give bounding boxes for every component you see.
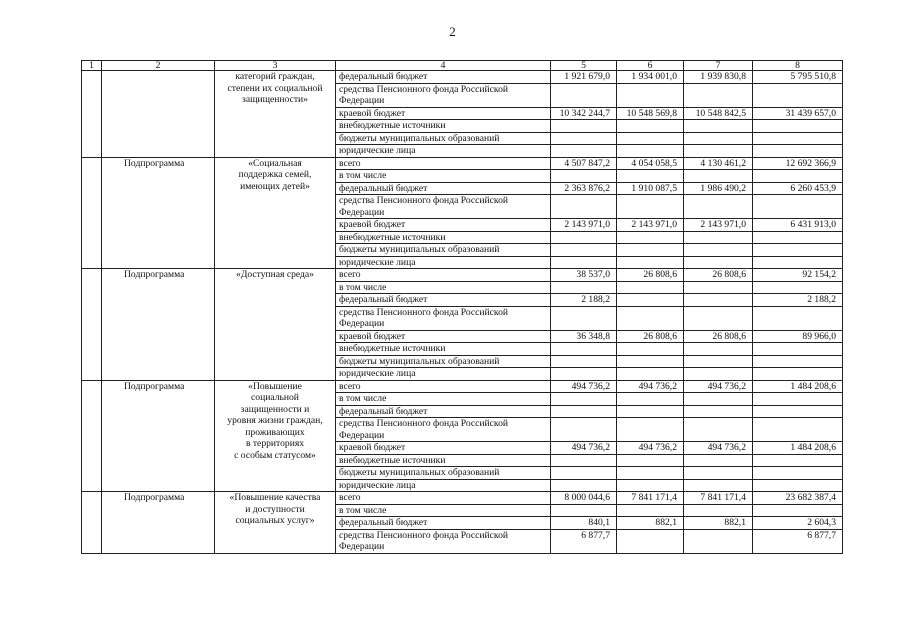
- amount-v5: 6 877,7: [551, 529, 617, 553]
- amount-v6: [617, 244, 684, 257]
- amount-v7: [684, 529, 753, 553]
- amount-v8: 1 484 208,6: [753, 442, 843, 455]
- amount-v8: [753, 281, 843, 294]
- subprogram-kind: Подпрограмма: [102, 492, 215, 554]
- table-row: [82, 157, 843, 170]
- amount-v5: 494 736,2: [551, 380, 617, 393]
- subprogram-name: «Повышение качества и доступности социальных услуг»: [215, 492, 336, 554]
- amount-v5: [551, 454, 617, 467]
- amount-v5: 10 342 244,7: [551, 107, 617, 120]
- amount-v7: [684, 195, 753, 219]
- amount-v6: [617, 256, 684, 269]
- amount-v5: 1 921 679,0: [551, 71, 617, 84]
- header-row: [82, 61, 843, 71]
- amount-v8: [753, 145, 843, 158]
- amount-v8: 12 692 366,9: [753, 157, 843, 170]
- amount-v6: [617, 343, 684, 356]
- amount-v5: [551, 170, 617, 183]
- amount-v8: [753, 368, 843, 381]
- amount-v5: 2 143 971,0: [551, 219, 617, 232]
- subprogram-name: «Социальная поддержка семей, имеющих детей»: [215, 157, 336, 269]
- amount-v7: [684, 231, 753, 244]
- amount-v5: 494 736,2: [551, 442, 617, 455]
- amount-v8: [753, 355, 843, 368]
- amount-v7: 2 143 971,0: [684, 219, 753, 232]
- column-header: 1: [82, 61, 102, 71]
- funding-source: юридические лица: [336, 368, 551, 381]
- amount-v5: [551, 256, 617, 269]
- amount-v6: [617, 120, 684, 133]
- amount-v6: [617, 418, 684, 442]
- funding-source: краевой бюджет: [336, 219, 551, 232]
- amount-v7: 26 808,6: [684, 330, 753, 343]
- amount-v6: [617, 195, 684, 219]
- column-header: 5: [551, 61, 617, 71]
- amount-v6: [617, 145, 684, 158]
- funding-source: юридические лица: [336, 145, 551, 158]
- amount-v8: [753, 479, 843, 492]
- amount-v8: [753, 343, 843, 356]
- amount-v6: [617, 306, 684, 330]
- amount-v8: 5 795 510,8: [753, 71, 843, 84]
- amount-v6: [617, 170, 684, 183]
- amount-v5: [551, 83, 617, 107]
- amount-v8: [753, 256, 843, 269]
- funding-source: федеральный бюджет: [336, 71, 551, 84]
- amount-v8: [753, 83, 843, 107]
- amount-v8: [753, 231, 843, 244]
- table-row: [82, 269, 843, 282]
- subprogram-kind: Подпрограмма: [102, 380, 215, 492]
- table-row: [82, 380, 843, 393]
- funding-source: федеральный бюджет: [336, 294, 551, 307]
- amount-v6: [617, 355, 684, 368]
- table-row: [82, 71, 843, 84]
- amount-v8: 6 260 453,9: [753, 182, 843, 195]
- subprogram-name: «Повышение социальной защищенности и уровня жизни граждан, проживающих в территориях с особым статусом»: [215, 380, 336, 492]
- amount-v7: [684, 418, 753, 442]
- amount-v7: [684, 368, 753, 381]
- row-index-cell: [82, 492, 102, 554]
- amount-v7: 4 130 461,2: [684, 157, 753, 170]
- row-index-cell: [82, 380, 102, 492]
- amount-v8: 2 188,2: [753, 294, 843, 307]
- amount-v5: 2 188,2: [551, 294, 617, 307]
- funding-source: федеральный бюджет: [336, 517, 551, 530]
- funding-source: в том числе: [336, 393, 551, 406]
- amount-v7: [684, 145, 753, 158]
- row-index-cell: [82, 157, 102, 269]
- amount-v6: [617, 83, 684, 107]
- amount-v7: [684, 405, 753, 418]
- amount-v5: 36 348,8: [551, 330, 617, 343]
- amount-v5: [551, 306, 617, 330]
- subprogram-kind: [102, 71, 215, 158]
- amount-v5: [551, 467, 617, 480]
- table-row: [82, 492, 843, 505]
- amount-v7: [684, 281, 753, 294]
- amount-v5: [551, 145, 617, 158]
- amount-v5: [551, 504, 617, 517]
- amount-v5: [551, 281, 617, 294]
- amount-v5: 4 507 847,2: [551, 157, 617, 170]
- funding-source: юридические лица: [336, 256, 551, 269]
- amount-v7: [684, 294, 753, 307]
- column-header: 4: [336, 61, 551, 71]
- amount-v7: 7 841 171,4: [684, 492, 753, 505]
- amount-v6: 7 841 171,4: [617, 492, 684, 505]
- amount-v5: 8 000 044,6: [551, 492, 617, 505]
- amount-v7: [684, 170, 753, 183]
- column-header: 8: [753, 61, 843, 71]
- amount-v5: [551, 343, 617, 356]
- amount-v5: [551, 405, 617, 418]
- funding-source: средства Пенсионного фонда Российской Федерации: [336, 529, 551, 553]
- amount-v7: [684, 479, 753, 492]
- row-index-cell: [82, 71, 102, 158]
- amount-v6: 26 808,6: [617, 269, 684, 282]
- amount-v6: 1 934 001,0: [617, 71, 684, 84]
- funding-source: всего: [336, 492, 551, 505]
- table-body: [82, 61, 843, 554]
- amount-v5: [551, 195, 617, 219]
- funding-source: внебюджетные источники: [336, 454, 551, 467]
- amount-v6: [617, 393, 684, 406]
- funding-source: всего: [336, 157, 551, 170]
- amount-v8: [753, 170, 843, 183]
- amount-v8: [753, 195, 843, 219]
- amount-v5: [551, 231, 617, 244]
- subprogram-name: «Доступная среда»: [215, 269, 336, 381]
- funding-source: средства Пенсионного фонда Российской Федерации: [336, 418, 551, 442]
- amount-v6: [617, 368, 684, 381]
- funding-source: бюджеты муниципальных образований: [336, 467, 551, 480]
- amount-v8: [753, 120, 843, 133]
- amount-v7: 10 548 842,5: [684, 107, 753, 120]
- subprogram-kind: Подпрограмма: [102, 157, 215, 269]
- amount-v6: [617, 454, 684, 467]
- amount-v8: 2 604,3: [753, 517, 843, 530]
- amount-v6: 10 548 569,8: [617, 107, 684, 120]
- amount-v6: 494 736,2: [617, 380, 684, 393]
- amount-v5: 2 363 876,2: [551, 182, 617, 195]
- funding-source: федеральный бюджет: [336, 405, 551, 418]
- funding-source: средства Пенсионного фонда Российской Федерации: [336, 306, 551, 330]
- funding-source: всего: [336, 269, 551, 282]
- amount-v7: [684, 120, 753, 133]
- funding-source: юридические лица: [336, 479, 551, 492]
- amount-v7: [684, 467, 753, 480]
- amount-v7: 494 736,2: [684, 442, 753, 455]
- funding-source: краевой бюджет: [336, 330, 551, 343]
- funding-source: бюджеты муниципальных образований: [336, 244, 551, 257]
- amount-v8: [753, 132, 843, 145]
- amount-v8: [753, 467, 843, 480]
- amount-v7: [684, 343, 753, 356]
- amount-v6: [617, 231, 684, 244]
- funding-source: средства Пенсионного фонда Российской Федерации: [336, 195, 551, 219]
- amount-v8: [753, 393, 843, 406]
- subprogram-kind: Подпрограмма: [102, 269, 215, 381]
- amount-v7: [684, 83, 753, 107]
- column-header: 6: [617, 61, 684, 71]
- amount-v5: [551, 418, 617, 442]
- amount-v6: 882,1: [617, 517, 684, 530]
- funding-source: федеральный бюджет: [336, 182, 551, 195]
- amount-v8: [753, 306, 843, 330]
- amount-v7: [684, 132, 753, 145]
- amount-v7: [684, 355, 753, 368]
- page-number: 2: [449, 24, 456, 39]
- amount-v8: [753, 504, 843, 517]
- amount-v5: [551, 132, 617, 145]
- amount-v6: [617, 467, 684, 480]
- amount-v7: 882,1: [684, 517, 753, 530]
- funding-source: бюджеты муниципальных образований: [336, 355, 551, 368]
- funding-source: в том числе: [336, 281, 551, 294]
- funding-source: бюджеты муниципальных образований: [336, 132, 551, 145]
- amount-v7: 494 736,2: [684, 380, 753, 393]
- amount-v6: [617, 479, 684, 492]
- amount-v7: [684, 504, 753, 517]
- amount-v5: 38 537,0: [551, 269, 617, 282]
- column-header: 3: [215, 61, 336, 71]
- amount-v5: [551, 393, 617, 406]
- amount-v6: 494 736,2: [617, 442, 684, 455]
- row-index-cell: [82, 269, 102, 381]
- funding-source: краевой бюджет: [336, 107, 551, 120]
- amount-v6: [617, 132, 684, 145]
- funding-source: внебюджетные источники: [336, 120, 551, 133]
- amount-v7: 26 808,6: [684, 269, 753, 282]
- amount-v8: 31 439 657,0: [753, 107, 843, 120]
- amount-v7: 1 939 830,8: [684, 71, 753, 84]
- amount-v5: [551, 244, 617, 257]
- amount-v5: [551, 479, 617, 492]
- amount-v8: 23 682 387,4: [753, 492, 843, 505]
- amount-v7: [684, 393, 753, 406]
- amount-v6: 1 910 087,5: [617, 182, 684, 195]
- funding-source: краевой бюджет: [336, 442, 551, 455]
- amount-v6: [617, 405, 684, 418]
- amount-v8: [753, 244, 843, 257]
- funding-source: внебюджетные источники: [336, 343, 551, 356]
- amount-v6: [617, 294, 684, 307]
- amount-v6: 2 143 971,0: [617, 219, 684, 232]
- amount-v5: [551, 368, 617, 381]
- funding-source: средства Пенсионного фонда Российской Федерации: [336, 83, 551, 107]
- funding-source: в том числе: [336, 170, 551, 183]
- amount-v8: [753, 454, 843, 467]
- amount-v8: 6 431 913,0: [753, 219, 843, 232]
- amount-v6: 26 808,6: [617, 330, 684, 343]
- amount-v8: [753, 418, 843, 442]
- amount-v6: [617, 281, 684, 294]
- amount-v7: [684, 244, 753, 257]
- amount-v8: 92 154,2: [753, 269, 843, 282]
- amount-v8: [753, 405, 843, 418]
- amount-v8: 89 966,0: [753, 330, 843, 343]
- amount-v5: [551, 355, 617, 368]
- column-header: 2: [102, 61, 215, 71]
- funding-source: внебюджетные источники: [336, 231, 551, 244]
- amount-v6: 4 054 058,5: [617, 157, 684, 170]
- amount-v7: [684, 306, 753, 330]
- amount-v6: [617, 504, 684, 517]
- funding-source: всего: [336, 380, 551, 393]
- budget-table: [81, 60, 843, 554]
- amount-v7: 1 986 490,2: [684, 182, 753, 195]
- amount-v8: 6 877,7: [753, 529, 843, 553]
- column-header: 7: [684, 61, 753, 71]
- amount-v6: [617, 529, 684, 553]
- amount-v7: [684, 454, 753, 467]
- amount-v5: [551, 120, 617, 133]
- funding-source: в том числе: [336, 504, 551, 517]
- subprogram-name: категорий граждан, степени их социальной защищенности»: [215, 71, 336, 158]
- amount-v8: 1 484 208,6: [753, 380, 843, 393]
- amount-v7: [684, 256, 753, 269]
- amount-v5: 840,1: [551, 517, 617, 530]
